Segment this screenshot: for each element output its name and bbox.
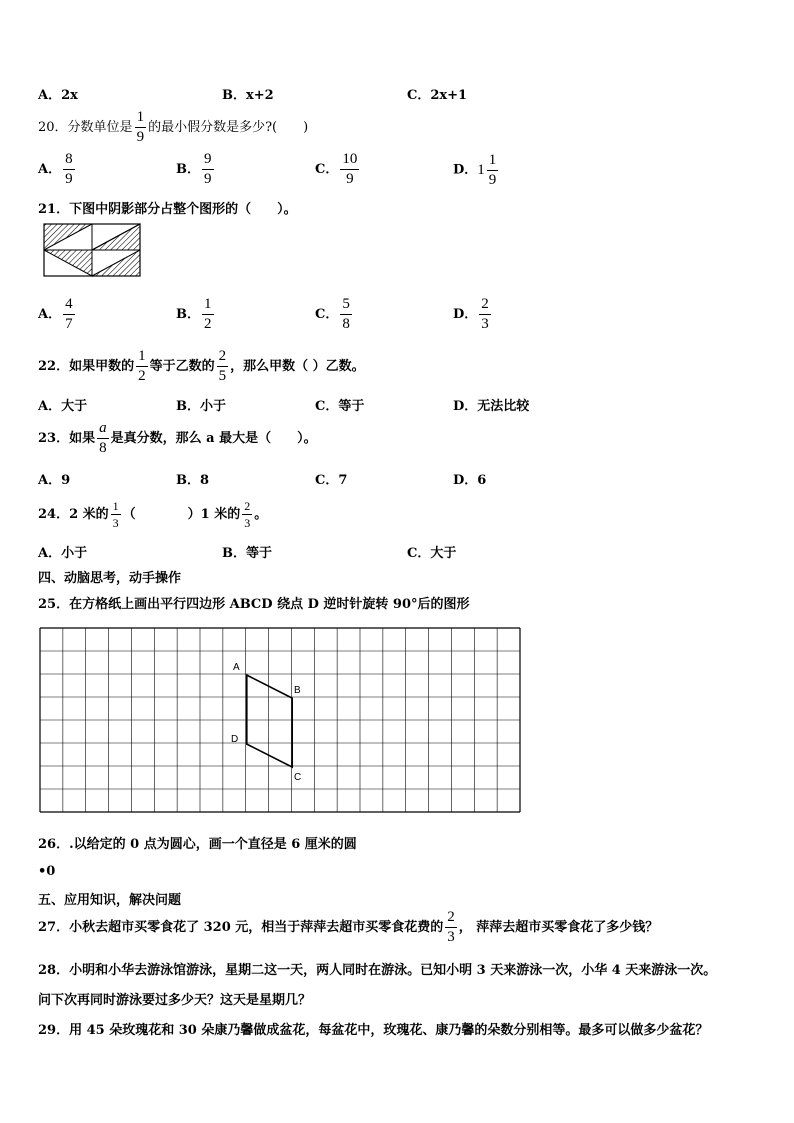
fraction-denominator: 9 — [204, 171, 212, 187]
q20-number: 20． — [38, 120, 68, 135]
q23-stem-pre: 23．如果 — [38, 431, 96, 446]
fraction-denominator: 8 — [342, 316, 350, 332]
q20-stem — [38, 108, 308, 148]
q21-option-c-fraction — [340, 297, 352, 332]
q22-option-c: C．等于 — [315, 399, 365, 414]
q23-fraction — [97, 421, 109, 456]
q25-stem: 25．在方格纸上画出平行四边形 ABCD 绕点 D 逆时针旋转 90°后的图形 — [38, 597, 470, 612]
q21-option-c — [315, 295, 354, 335]
q20-stem-fraction — [135, 110, 147, 145]
fraction-denominator: 3 — [112, 516, 119, 530]
q22-stem-post: ，那么甲数（ ）乙数。 — [230, 359, 365, 374]
q20-option-d-label: D． — [453, 162, 478, 178]
fraction-numerator: 1 — [112, 499, 119, 513]
fraction-denominator: 3 — [244, 516, 251, 530]
q19-option-c-text: 2x+1 — [430, 88, 468, 103]
q24-fraction-1 — [111, 500, 121, 529]
q23-option-a: A．9 — [38, 473, 71, 488]
fraction-denominator: 8 — [99, 440, 107, 456]
fraction-denominator: 5 — [218, 368, 227, 384]
q19-option-a — [38, 84, 78, 103]
fraction-numerator: 2 — [447, 909, 455, 925]
q21-option-d-label: D． — [453, 307, 478, 322]
fraction-numerator: 1 — [138, 348, 146, 364]
fraction-numerator: 2 — [244, 499, 251, 513]
q24-stem-mid: （ ）1 米的 — [122, 507, 241, 522]
q22-option-d: D．无法比较 — [453, 399, 530, 414]
q27-stem — [38, 907, 658, 949]
fraction-numerator: 2 — [481, 296, 489, 312]
q27-fraction — [445, 910, 457, 945]
q23-stem-post: 是真分数，那么 a 最大是（ ）。 — [110, 431, 317, 446]
parallelogram-abcd — [247, 675, 292, 767]
q22-option-a: A．大于 — [38, 399, 88, 414]
fraction-numerator: 4 — [65, 296, 73, 312]
q24-stem — [38, 495, 267, 535]
q22-fraction-1 — [136, 349, 148, 384]
q19-option-c — [407, 84, 467, 103]
fraction-numerator: 1 — [488, 151, 497, 168]
fraction-denominator: 3 — [481, 316, 489, 332]
q21-option-a-label: A． — [38, 307, 62, 322]
q24-option-a: A．小于 — [38, 546, 88, 561]
q21-option-d — [453, 295, 493, 335]
q24-option-b: B．等于 — [222, 546, 272, 561]
q20-stem-pre: 分数单位是 — [67, 120, 133, 135]
section-5-heading: 五、应用知识，解决问题 — [38, 893, 182, 908]
fraction-numerator: 1 — [136, 109, 145, 125]
q19-option-b-text: x+2 — [246, 88, 274, 103]
fraction-numerator: 5 — [342, 296, 350, 312]
q20-option-b-label: B． — [176, 162, 200, 177]
q21-option-c-label: C． — [315, 307, 339, 322]
q28-stem-line1: 28．小明和小华去游泳馆游泳，星期二这一天，两人同时在游泳。已知小明 3 天来游泳一次，小华 4 天来游泳一次。 — [38, 963, 717, 978]
vertex-label-b: B — [294, 685, 301, 696]
q19-option-a-text: 2x — [61, 88, 78, 103]
q20-option-d — [453, 150, 500, 191]
q20-option-a — [38, 150, 77, 190]
q20-option-c-label: C． — [315, 162, 339, 177]
q25-grid-paper — [38, 626, 522, 816]
q21-option-b-fraction — [202, 297, 214, 332]
q27-stem-pre: 27．小秋去超市买零食花了 320 元，相当于萍萍去超市买零食花费的 — [38, 920, 444, 935]
q21-stem: 21．下图中阴影部分占整个图形的（ ）。 — [38, 202, 297, 217]
q29-stem: 29．用 45 朵玫瑰花和 30 朵康乃馨做成盆花，每盆花中，玫瑰花、康乃馨的朵数分别相等。最多可以做多少盆花？ — [38, 1023, 709, 1038]
q20-option-b — [176, 150, 216, 190]
q27-stem-post: ， 萍萍去超市买零食花了多少钱？ — [458, 920, 659, 935]
fraction-denominator: 9 — [65, 171, 73, 187]
vertex-label-a: A — [233, 662, 240, 673]
fraction-denominator: 9 — [340, 169, 359, 187]
q22-option-b: B．小于 — [176, 399, 226, 414]
q20-option-c — [315, 150, 361, 190]
fraction-denominator: 2 — [138, 368, 146, 384]
q20-option-b-fraction — [202, 152, 214, 187]
fraction-numerator: 10 — [342, 151, 358, 167]
fraction-numerator: 9 — [204, 151, 212, 167]
q24-option-c: C．大于 — [407, 546, 457, 561]
q22-stem-pre: 22．如果甲数的 — [38, 359, 135, 374]
q20-option-d-whole: 1 — [477, 162, 485, 178]
q19-option-b-label: B． — [222, 88, 246, 103]
fraction-denominator: 7 — [65, 316, 73, 332]
fraction-numerator: 1 — [204, 296, 212, 312]
q28-stem-line2: 问下次再同时游泳要过多少天？这天是星期几？ — [38, 993, 312, 1008]
fraction-denominator: 2 — [204, 316, 212, 332]
q22-stem-mid: 等于乙数的 — [149, 359, 215, 374]
section-4-heading: 四、动脑思考，动手操作 — [38, 571, 182, 586]
q23-option-c: C．7 — [315, 473, 348, 488]
q23-option-d: D．6 — [453, 473, 487, 488]
q19-option-a-label: A． — [38, 88, 62, 103]
q21-option-b-label: B． — [176, 307, 200, 322]
q21-shaded-figure — [42, 222, 144, 278]
q22-stem — [38, 347, 365, 387]
q19-option-c-label: C． — [407, 88, 431, 103]
q20-option-d-fraction — [487, 153, 499, 188]
q22-fraction-2 — [217, 349, 229, 384]
vertex-label-c: C — [294, 772, 302, 783]
q24-stem-pre: 24．2 米的 — [38, 507, 109, 522]
q21-option-b — [176, 295, 216, 335]
q20-option-a-fraction — [63, 152, 75, 187]
q21-option-a-fraction — [63, 297, 75, 332]
q20-option-a-label: A． — [38, 162, 62, 177]
q19-option-b — [222, 84, 274, 103]
fraction-denominator: 9 — [136, 129, 145, 145]
vertex-label-d: D — [231, 734, 239, 745]
q24-fraction-2 — [242, 500, 252, 529]
grid-lines — [40, 628, 520, 812]
fraction-numerator: 2 — [218, 348, 227, 364]
q20-stem-post: 的最小假分数是多少?( ) — [148, 120, 309, 135]
q23-option-b: B．8 — [176, 473, 210, 488]
fraction-denominator: 9 — [488, 171, 497, 188]
q21-option-d-fraction — [479, 297, 491, 332]
fraction-denominator: 3 — [447, 929, 455, 945]
q23-stem — [38, 419, 317, 459]
q20-option-c-fraction — [340, 152, 359, 187]
q21-option-a — [38, 295, 77, 335]
fraction-numerator: 8 — [65, 151, 73, 167]
q26-center-point: •0 — [38, 864, 56, 879]
fraction-numerator: a — [99, 420, 107, 436]
q26-stem: 26．.以给定的 0 点为圆心，画一个直径是 6 厘米的圆 — [38, 837, 357, 852]
q24-stem-post: 。 — [254, 507, 268, 522]
